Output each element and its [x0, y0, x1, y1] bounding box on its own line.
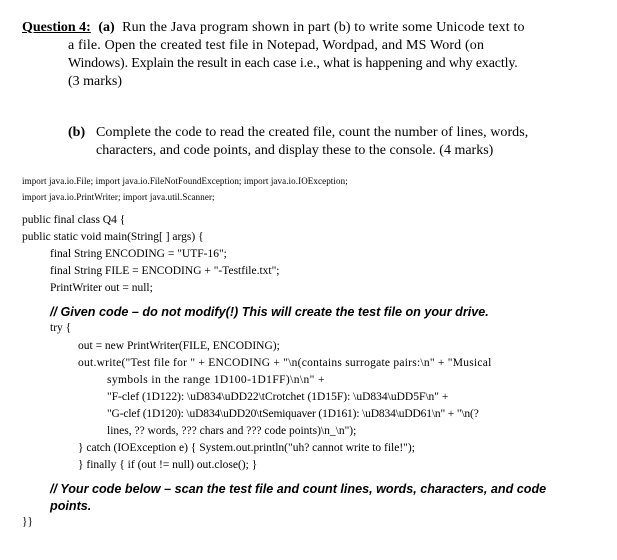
code-line-write-1: out.write("Test file for " + ENCODING + "\n(contains surrogate pairs:\n" + "Musical [78, 357, 492, 369]
comment-given-code: // Given code – do not modify(!) This will create the test file on your drive. [50, 305, 489, 319]
question-label: Question 4: [22, 20, 91, 35]
question-line-1 [22, 19, 525, 37]
code-line-catch: } catch (IOException e) { System.out.println("uh? cannot write to file!"); [78, 442, 415, 454]
import-line-1: import java.io.File; import java.io.FileNotFoundException; import java.io.IOException; [22, 176, 348, 186]
code-line-printwriter: PrintWriter out = null; [50, 282, 153, 294]
part-b-label: (b) [68, 125, 86, 140]
code-line-closing: }} [22, 516, 34, 528]
part-a-label: (a) [98, 20, 115, 35]
code-line-file: final String FILE = ENCODING + "-Testfile.txt"; [50, 265, 280, 277]
comment-your-code-1: // Your code below – scan the test file and count lines, words, characters, and code [50, 482, 547, 496]
part-b-line-1: Complete the code to read the created file, count the number of lines, words, [96, 125, 529, 140]
code-line-main: public static void main(String[ ] args) { [22, 231, 204, 243]
code-line-write-3: "F-clef (1D122): \uD834\uDD22\tCrotchet (1D15F): \uD834\uDD5F\n" + [107, 391, 449, 403]
comment-your-code-2: points. [50, 499, 92, 513]
code-line-finally: } finally { if (out != null) out.close(); } [78, 459, 258, 471]
code-line-write-4: "G-clef (1D120): \uD834\uDD20\tSemiquaver (1D161): \uD834\uDD61\n" + "\n(? [107, 408, 479, 420]
import-line-2: import java.io.PrintWriter; import java.util.Scanner; [22, 192, 215, 202]
code-line-new-printwriter: out = new PrintWriter(FILE, ENCODING); [78, 340, 280, 352]
code-line-encoding: final String ENCODING = "UTF-16"; [50, 248, 227, 260]
part-a-line-4: (3 marks) [68, 74, 123, 89]
code-line-try: try { [50, 322, 72, 334]
code-line-class: public final class Q4 { [22, 214, 126, 226]
code-line-write-5: lines, ?? words, ??? chars and ??? code points)\n_\n"); [107, 425, 357, 437]
code-line-write-2: symbols in the range 1D100-1D1FF)\n\n" + [107, 374, 325, 386]
part-a-line-2: a file. Open the created test file in Notepad, Wordpad, and MS Word (on [68, 38, 485, 53]
part-b-line-2: characters, and code points, and display these to the console. (4 marks) [96, 143, 494, 158]
part-a-line-3: Windows). Explain the result in each case i.e., what is happening and why exactly. [68, 56, 518, 71]
part-a-line-1: Run the Java program shown in part (b) to write some Unicode text to [122, 20, 525, 35]
